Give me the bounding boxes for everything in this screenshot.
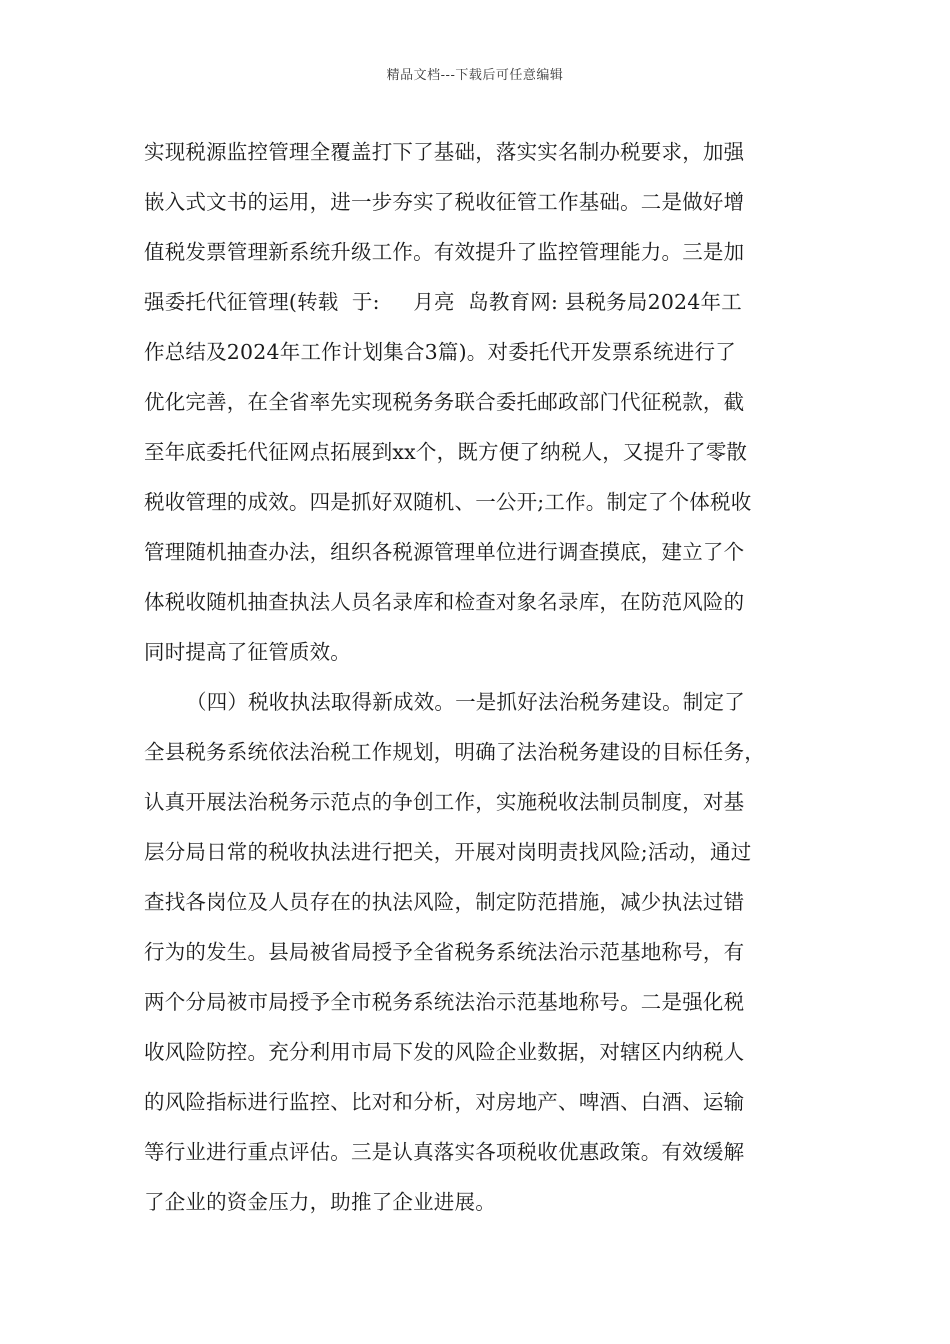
text-line: 行为的发生。县局被省局授予全省税务系统法治示范基地称号，有 <box>144 940 745 964</box>
text-line: 等行业进行重点评估。三是认真落实各项税收优惠政策。有效缓解 <box>144 1140 745 1164</box>
text-line: 收风险防控。充分利用市局下发的风险企业数据，对辖区内纳税人 <box>144 1040 745 1064</box>
text-line: 同时提高了征管质效。 <box>144 640 351 664</box>
text-line: 作总结及2024年工作计划集合3篇)。对委托代开发票系统进行了 <box>144 340 736 364</box>
text-line: 全县税务系统依法治税工作规划，明确了法治税务建设的目标任务， <box>144 740 765 764</box>
text-line: 实现税源监控管理全覆盖打下了基础，落实实名制办税要求，加强 <box>144 140 745 164</box>
section-heading-line: （四）税收执法取得新成效。一是抓好法治税务建设。制定了 <box>186 690 745 714</box>
text-line: 强委托代征管理(转载 于: 月亮 岛教育网: 县税务局2024年工 <box>144 290 742 314</box>
text-line: 至年底委托代征网点拓展到xx个，既方便了纳税人，又提升了零散 <box>144 440 748 464</box>
text-line: 层分局日常的税收执法进行把关，开展对岗明责找风险;活动，通过 <box>144 840 752 864</box>
text-line: 体税收随机抽查执法人员名录库和检查对象名录库，在防范风险的 <box>144 590 745 614</box>
text-line: 税收管理的成效。四是抓好双随机、一公开;工作。制定了个体税收 <box>144 490 752 514</box>
document-body <box>144 132 814 1232</box>
text-line: 查找各岗位及人员存在的执法风险，制定防范措施，减少执法过错 <box>144 890 745 914</box>
text-line: 管理随机抽查办法，组织各税源管理单位进行调查摸底，建立了个 <box>144 540 745 564</box>
text-line: 认真开展法治税务示范点的争创工作，实施税收法制员制度，对基 <box>144 790 745 814</box>
text-line: 值税发票管理新系统升级工作。有效提升了监控管理能力。三是加 <box>144 240 745 264</box>
text-line: 了企业的资金压力，助推了企业进展。 <box>144 1190 496 1214</box>
text-line: 两个分局被市局授予全市税务系统法治示范基地称号。二是强化税 <box>144 990 745 1014</box>
page-header: 精品文档---下载后可任意编辑 <box>386 68 564 83</box>
text-line: 优化完善，在全省率先实现税务务联合委托邮政部门代征税款，截 <box>144 390 745 414</box>
text-line: 的风险指标进行监控、比对和分析，对房地产、啤酒、白酒、运输 <box>144 1090 745 1114</box>
text-line: 嵌入式文书的运用，进一步夯实了税收征管工作基础。二是做好增 <box>144 190 745 214</box>
